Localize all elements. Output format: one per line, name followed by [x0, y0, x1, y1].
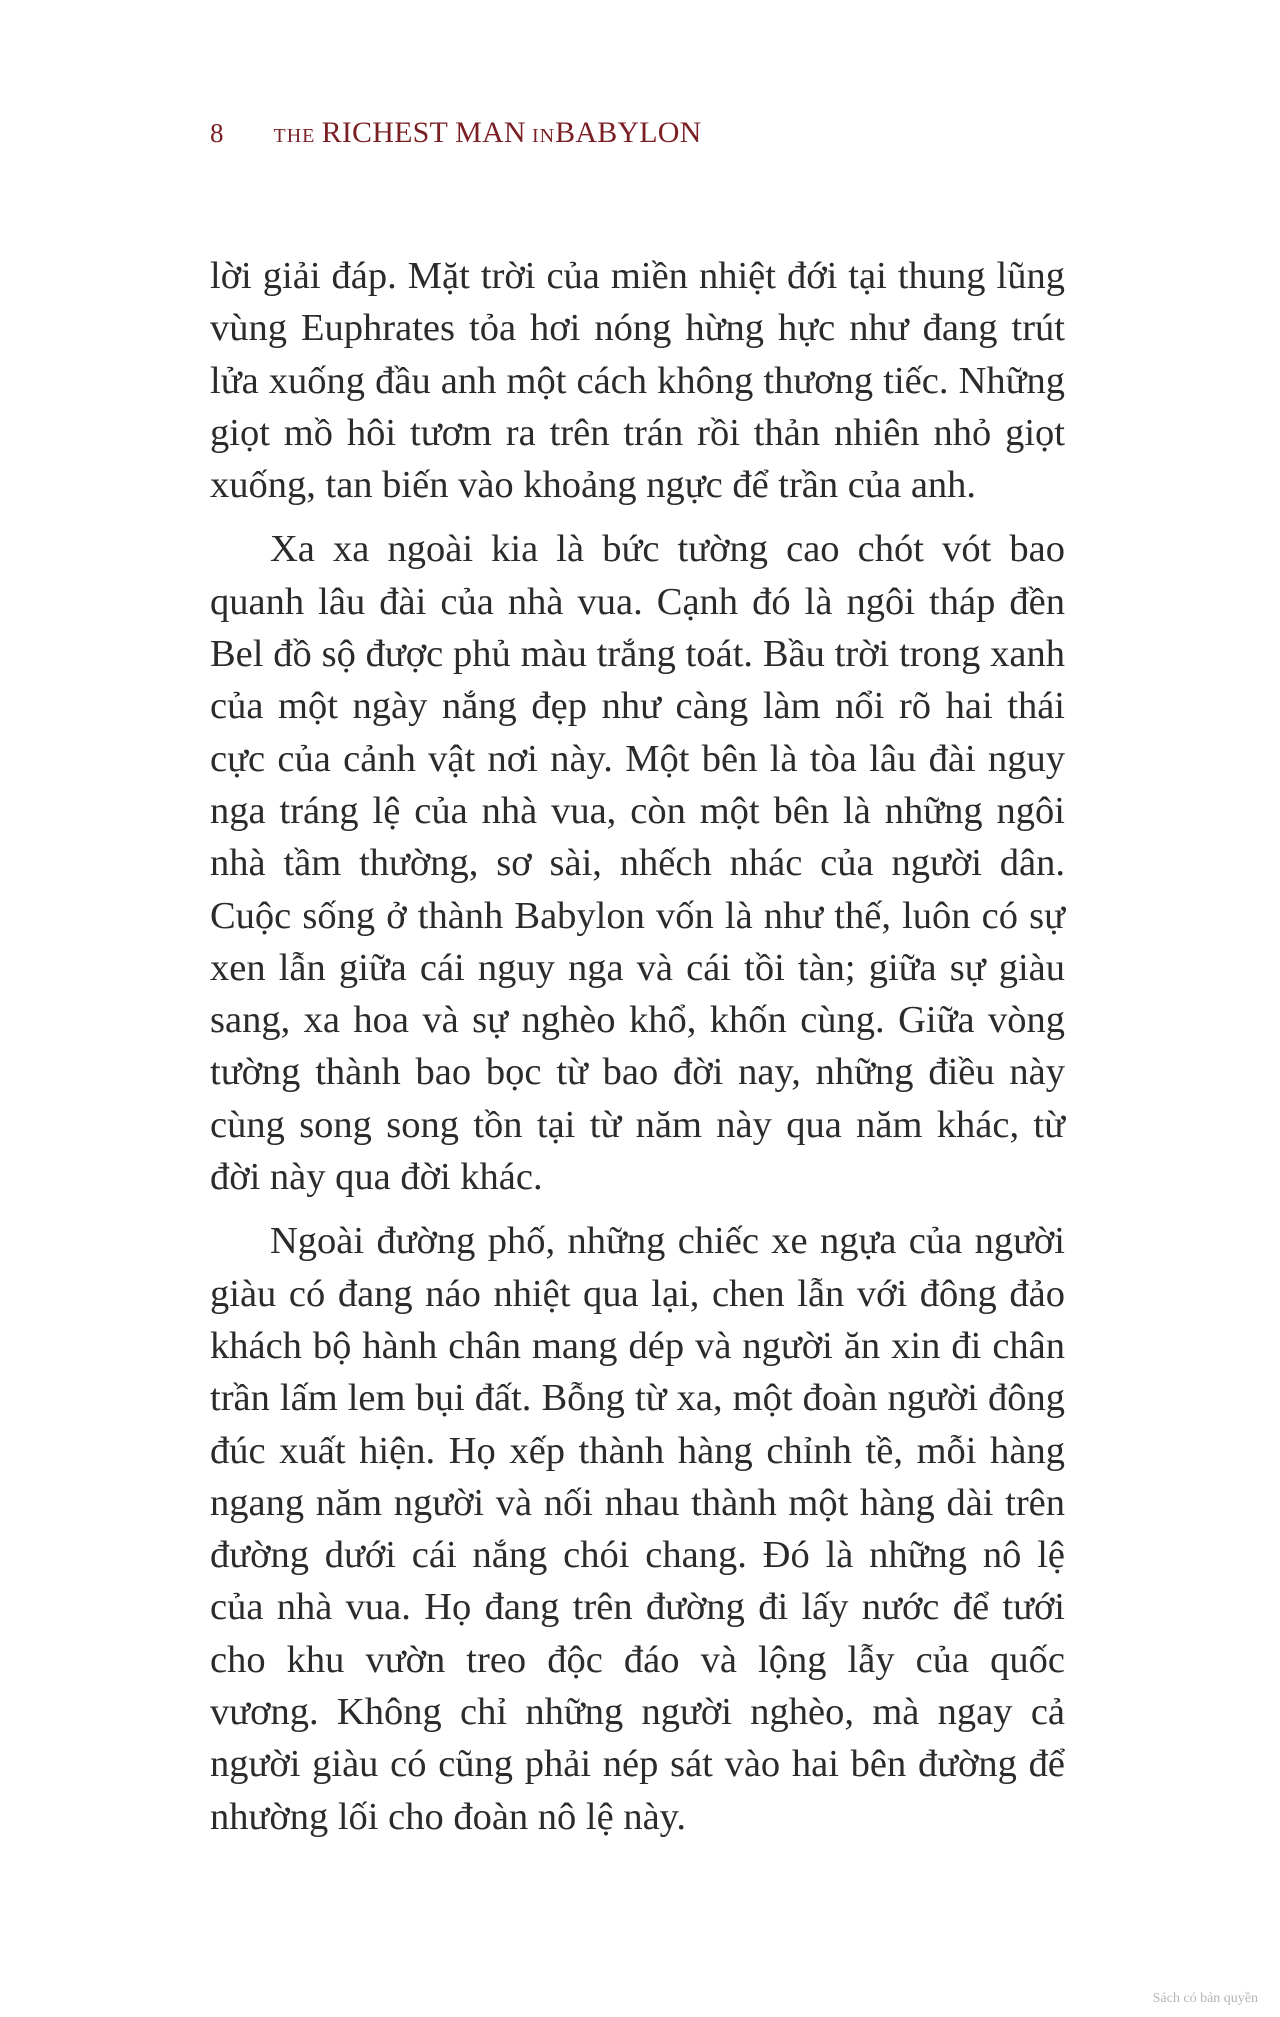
paragraph: lời giải đáp. Mặt trời của miền nhiệt đới tại thung lũng vùng Euphrates tỏa hơi nóng hừng hực như đang trút lửa xuống đầu anh một cách không thương tiếc. Những giọt mồ hôi tươm ra trên trán rồi thản nhiên nhỏ giọt xuống, tan biến vào khoảng ngực để trần của anh.	[210, 255, 1065, 507]
body-text	[210, 250, 1065, 1855]
running-header	[210, 116, 702, 156]
title-in: IN	[532, 125, 556, 147]
title-end: BABYLON	[555, 116, 702, 149]
paragraph: Xa xa ngoài kia là bức tường cao chót vót bao quanh lâu đài của nhà vua. Cạnh đó là ngôi tháp đền Bel đồ sộ được phủ màu trắng toát. Bầu trời trong xanh của một ngày nắng đẹp như càng làm nổi rõ hai thái cực của cảnh vật nơi này. Một bên là tòa lâu đài nguy nga tráng lệ của nhà vua, còn một bên là những ngôi nhà tầm thường, sơ sài, nhếch nhác của người dân. Cuộc sống ở thành Babylon vốn là như thế, luôn có sự xen lẫn giữa cái nguy nga và cái tồi tàn; giữa sự giàu sang, xa hoa và sự nghèo khổ, khốn cùng. Giữa vòng tường thành bao bọc từ bao đời nay, những điều này cùng song song tồn tại từ năm này qua năm khác, từ đời này qua đời khác.	[210, 528, 1065, 1199]
title-main: RICHEST MAN	[321, 116, 526, 149]
title-the: THE	[273, 125, 316, 147]
book-title	[274, 116, 702, 150]
page-number: 8	[210, 118, 224, 148]
copyright-watermark: Sách có bản quyền	[1152, 1991, 1258, 2006]
paragraph: Ngoài đường phố, những chiếc xe ngựa của người giàu có đang náo nhiệt qua lại, chen lẫn với đông đảo khách bộ hành chân mang dép và người ăn xin đi chân trần lấm lem bụi đất. Bỗng từ xa, một đoàn người đông đúc xuất hiện. Họ xếp thành hàng chỉnh tề, mỗi hàng ngang năm người và nối nhau thành một hàng dài trên đường dưới cái nắng chói chang. Đó là những nô lệ của nhà vua. Họ đang trên đường đi lấy nước để tưới cho khu vườn treo độc đáo và lộng lẫy của quốc vương. Không chỉ những người nghèo, mà ngay cả người giàu có cũng phải nép sát vào hai bên đường để nhường lối cho đoàn nô lệ này.	[210, 1220, 1065, 1838]
